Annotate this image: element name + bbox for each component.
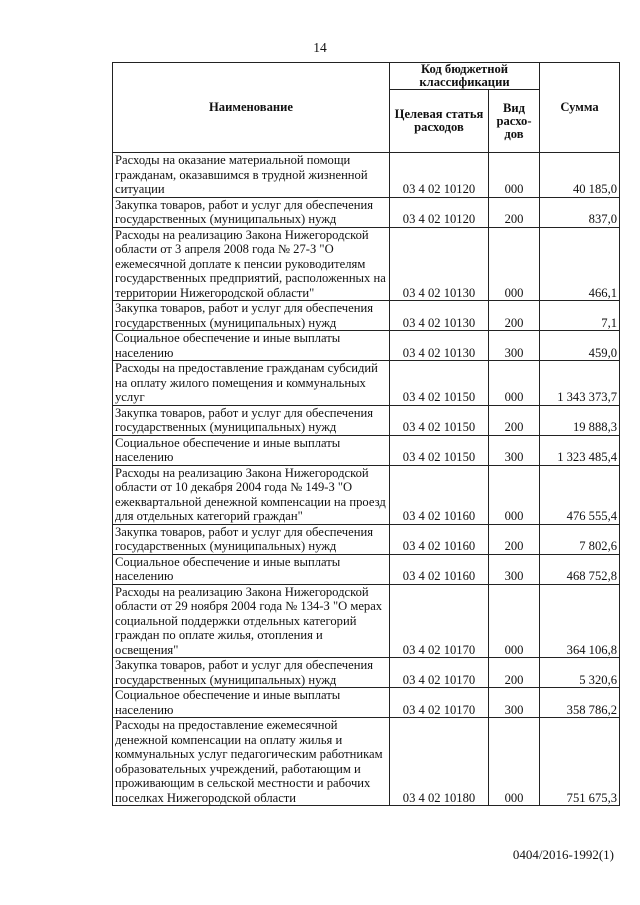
row-sum: 358 786,2 [540, 688, 620, 718]
table-row [113, 718, 620, 806]
row-expense-type: 000 [489, 227, 540, 301]
table-row [113, 658, 620, 688]
row-expense-type: 000 [489, 584, 540, 658]
header-target-article: Целевая статья расходов [390, 90, 489, 153]
row-expense-type: 000 [489, 361, 540, 406]
row-name: Закупка товаров, работ и услуг для обеспечения государственных (муниципальных) нужд [113, 405, 390, 435]
row-target-article: 03 4 02 10170 [390, 584, 489, 658]
row-sum: 751 675,3 [540, 718, 620, 806]
row-name: Закупка товаров, работ и услуг для обеспечения государственных (муниципальных) нужд [113, 301, 390, 331]
table-row [113, 524, 620, 554]
row-sum: 459,0 [540, 331, 620, 361]
row-target-article: 03 4 02 10170 [390, 688, 489, 718]
table-row [113, 688, 620, 718]
row-target-article: 03 4 02 10130 [390, 331, 489, 361]
table-body [113, 153, 620, 806]
table-row [113, 153, 620, 198]
row-sum: 1 323 485,4 [540, 435, 620, 465]
row-expense-type: 300 [489, 688, 540, 718]
row-target-article: 03 4 02 10130 [390, 227, 489, 301]
row-name: Социальное обеспечение и иные выплаты населению [113, 688, 390, 718]
row-target-article: 03 4 02 10120 [390, 197, 489, 227]
table-header-row [113, 63, 620, 90]
budget-table [112, 62, 620, 806]
row-expense-type: 000 [489, 465, 540, 524]
row-sum: 7 802,6 [540, 524, 620, 554]
row-name: Расходы на оказание материальной помощи гражданам, оказавшимся в трудной жизненной ситуации [113, 153, 390, 198]
table-row [113, 584, 620, 658]
row-target-article: 03 4 02 10150 [390, 435, 489, 465]
row-target-article: 03 4 02 10170 [390, 658, 489, 688]
header-sum: Сумма [540, 63, 620, 153]
row-expense-type: 200 [489, 658, 540, 688]
table-row [113, 227, 620, 301]
row-sum: 468 752,8 [540, 554, 620, 584]
table-row [113, 331, 620, 361]
row-name: Расходы на реализацию Закона Нижегородской области от 3 апреля 2008 года № 27-З "О ежемесячной доплате к пенсии руководителям государственных предприятий, расположенных на территории Нижегородской области" [113, 227, 390, 301]
table-row [113, 301, 620, 331]
row-sum: 364 106,8 [540, 584, 620, 658]
header-expense-type: Вид расхо-дов [489, 90, 540, 153]
table-row [113, 405, 620, 435]
row-name: Закупка товаров, работ и услуг для обеспечения государственных (муниципальных) нужд [113, 658, 390, 688]
row-target-article: 03 4 02 10160 [390, 465, 489, 524]
row-expense-type: 000 [489, 718, 540, 806]
row-expense-type: 200 [489, 197, 540, 227]
document-code: 0404/2016-1992(1) [512, 847, 614, 862]
row-sum: 5 320,6 [540, 658, 620, 688]
row-sum: 7,1 [540, 301, 620, 331]
row-expense-type: 200 [489, 524, 540, 554]
row-sum: 837,0 [540, 197, 620, 227]
row-expense-type: 300 [489, 554, 540, 584]
row-expense-type: 300 [489, 435, 540, 465]
row-sum: 466,1 [540, 227, 620, 301]
table-row [113, 554, 620, 584]
row-target-article: 03 4 02 10160 [390, 524, 489, 554]
header-name: Наименование [113, 63, 390, 153]
table-row [113, 435, 620, 465]
row-target-article: 03 4 02 10150 [390, 361, 489, 406]
row-name: Закупка товаров, работ и услуг для обеспечения государственных (муниципальных) нужд [113, 524, 390, 554]
row-name: Социальное обеспечение и иные выплаты населению [113, 554, 390, 584]
row-name: Социальное обеспечение и иные выплаты населению [113, 331, 390, 361]
row-expense-type: 000 [489, 153, 540, 198]
row-target-article: 03 4 02 10130 [390, 301, 489, 331]
row-target-article: 03 4 02 10180 [390, 718, 489, 806]
page-number: 14 [313, 40, 327, 55]
row-sum: 476 555,4 [540, 465, 620, 524]
row-name: Расходы на реализацию Закона Нижегородской области от 10 декабря 2004 года № 149-З "О ежеквартальной денежной компенсации на проезд для отдельных категорий граждан" [113, 465, 390, 524]
row-sum: 1 343 373,7 [540, 361, 620, 406]
row-expense-type: 200 [489, 405, 540, 435]
row-expense-type: 300 [489, 331, 540, 361]
table-row [113, 197, 620, 227]
header-budget-code: Код бюджетной классификации [390, 63, 540, 90]
row-target-article: 03 4 02 10150 [390, 405, 489, 435]
table-row [113, 465, 620, 524]
row-name: Расходы на реализацию Закона Нижегородской области от 29 ноября 2004 года № 134-З "О мерах социальной поддержки отдельных категорий граждан по оплате жилья, отопления и освещения" [113, 584, 390, 658]
row-name: Закупка товаров, работ и услуг для обеспечения государственных (муниципальных) нужд [113, 197, 390, 227]
row-expense-type: 200 [489, 301, 540, 331]
row-name: Расходы на предоставление гражданам субсидий на оплату жилого помещения и коммунальных услуг [113, 361, 390, 406]
row-target-article: 03 4 02 10160 [390, 554, 489, 584]
table-row [113, 361, 620, 406]
row-name: Социальное обеспечение и иные выплаты населению [113, 435, 390, 465]
row-sum: 19 888,3 [540, 405, 620, 435]
row-target-article: 03 4 02 10120 [390, 153, 489, 198]
row-sum: 40 185,0 [540, 153, 620, 198]
row-name: Расходы на предоставление ежемесячной денежной компенсации на оплату жилья и коммунальных услуг педагогическим работникам образовательных учреждений, работающим и проживающим в сельской местности и рабочих поселках Нижегородской области [113, 718, 390, 806]
